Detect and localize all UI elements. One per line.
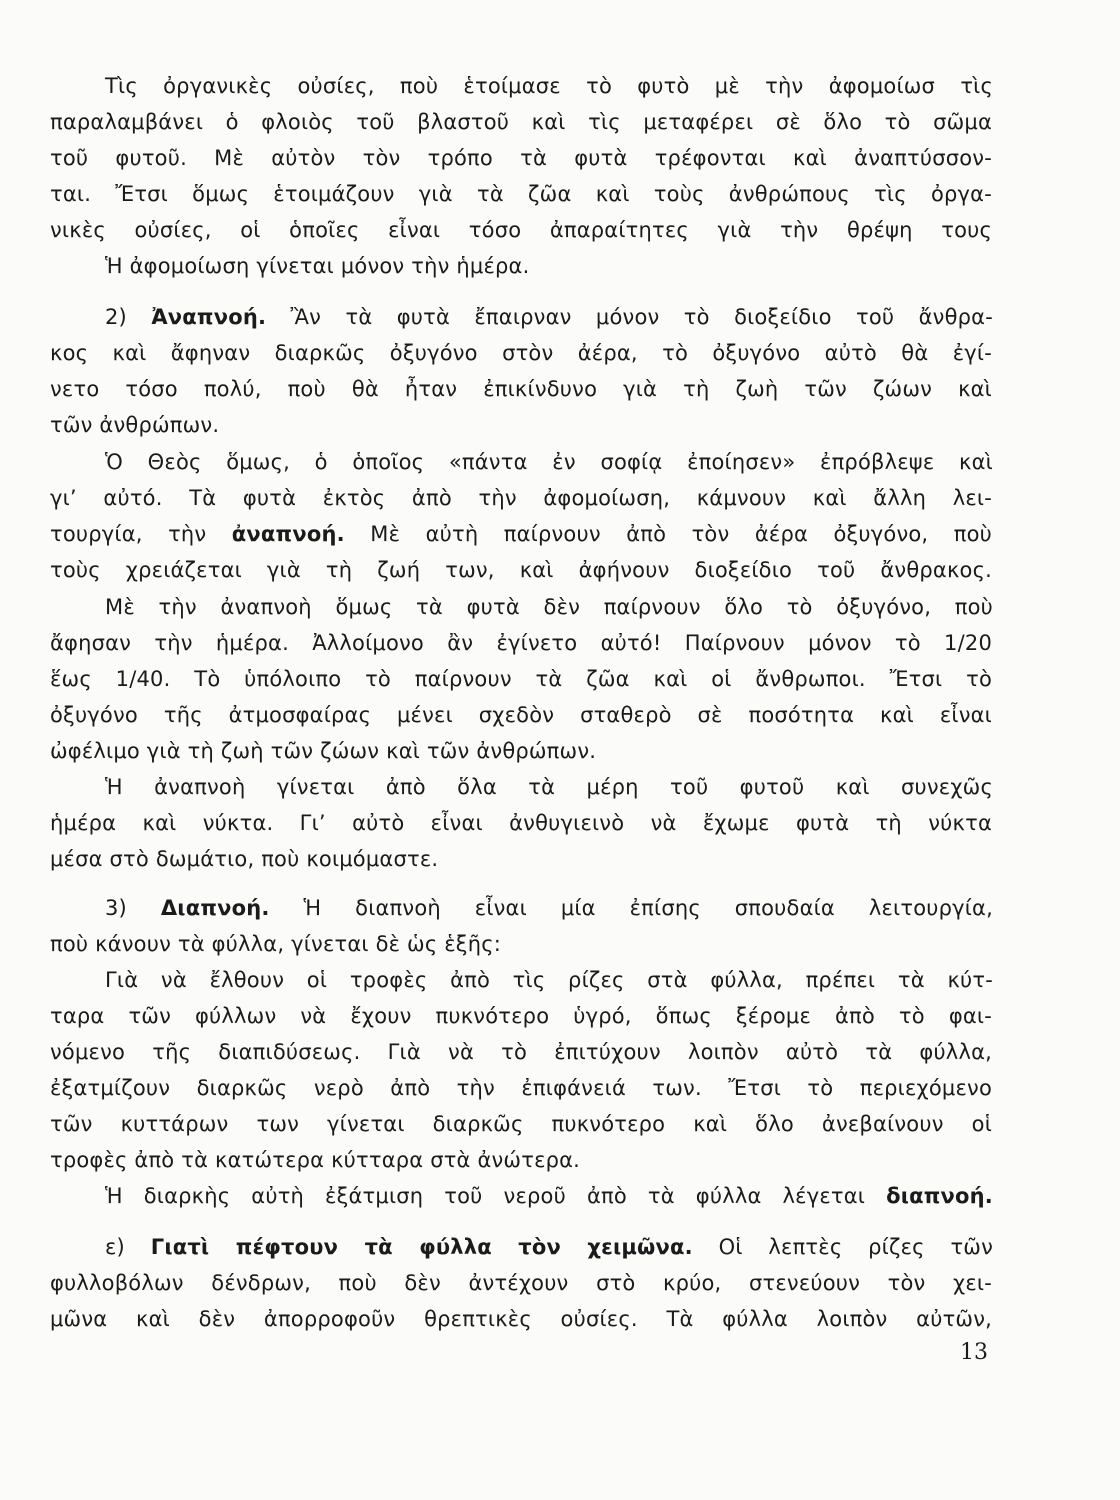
section-heading-line xyxy=(105,893,993,923)
line-suffix: Ἡ διαπνοὴ εἶναι μία ἐπίσης σπουδαία λειτουργία, xyxy=(269,896,993,920)
line-prefix: τουργία, τὴν xyxy=(50,522,232,546)
text-line: Ὁ Θεὸς ὅμως, ὁ ὁποῖος «πάντα ἐν σοφίᾳ ἐποίησεν» ἐπρόβλεψε καὶ xyxy=(105,450,993,474)
text-line: νικὲς οὐσίες, οἱ ὁποῖες εἶναι τόσο ἀπαραίτητες γιὰ τὴν θρέψη τους xyxy=(50,218,992,242)
text-line: νόμενο τῆς διαπιδύσεως. Γιὰ νὰ τὸ ἐπιτύχουν λοιπὸν αὐτὸ τὰ φύλλα, xyxy=(50,1040,992,1064)
section-title: Ἀναπνοή. xyxy=(151,305,267,329)
text-line: παραλαμβάνει ὁ φλοιὸς τοῦ βλαστοῦ καὶ τὶς μεταφέρει σὲ ὅλο τὸ σῶμα xyxy=(50,110,992,134)
text-line: ἕως 1/40. Τὸ ὑπόλοιπο τὸ παίρνουν τὰ ζῶα καὶ οἱ ἄνθρωποι. Ἔτσι τὸ xyxy=(50,667,992,691)
text-line xyxy=(105,1181,993,1211)
section-title: Διαπνοή. xyxy=(160,896,270,920)
line-prefix: ε) xyxy=(105,1235,151,1259)
text-line xyxy=(50,519,992,549)
line-prefix: 2) xyxy=(105,305,152,329)
text-line: Γιὰ νὰ ἔλθουν οἱ τροφὲς ἀπὸ τὶς ρίζες στὰ φύλλα, πρέπει τὰ κύτ- xyxy=(105,968,993,992)
section-heading-line xyxy=(105,302,993,332)
text-line: Ἡ ἀφομοίωση γίνεται μόνον τὴν ἡμέρα. xyxy=(105,254,530,278)
text-line: τῶν ἀνθρώπων. xyxy=(50,413,220,437)
section-heading-line xyxy=(105,1232,993,1262)
line-prefix: 3) xyxy=(105,896,161,920)
text-line: ἡμέρα καὶ νύκτα. Γι’ αὐτὸ εἶναι ἀνθυγιεινὸ νὰ ἔχωμε φυτὰ τὴ νύκτα xyxy=(50,811,992,835)
text-line: ται. Ἔτσι ὅμως ἑτοιμάζουν γιὰ τὰ ζῶα καὶ τοὺς ἀνθρώπους τὶς ὀργα- xyxy=(50,182,992,206)
emphasis-term: ἀναπνοή. xyxy=(231,522,345,546)
text-line: μῶνα καὶ δὲν ἀπορροφοῦν θρεπτικὲς οὐσίες. Τὰ φύλλα λοιπὸν αὐτῶν, xyxy=(50,1307,992,1331)
text-line: ὀξυγόνο τῆς ἀτμοσφαίρας μένει σχεδὸν σταθερὸ σὲ ποσότητα καὶ εἶναι xyxy=(50,703,992,727)
text-line: Μὲ τὴν ἀναπνοὴ ὅμως τὰ φυτὰ δὲν παίρνουν ὅλο τὸ ὀξυγόνο, ποὺ xyxy=(105,595,993,619)
line-suffix: Μὲ αὐτὴ παίρνουν ἀπὸ τὸν ἀέρα ὀξυγόνο, ποὺ xyxy=(344,522,992,546)
text-line: τοῦ φυτοῦ. Μὲ αὐτὸν τὸν τρόπο τὰ φυτὰ τρέφονται καὶ ἀναπτύσσον- xyxy=(50,146,992,170)
text-line: τοὺς χρειάζεται γιὰ τὴ ζωή των, καὶ ἀφήνουν διοξείδιο τοῦ ἄνθρακος. xyxy=(50,558,992,582)
text-line: μέσα στὸ δωμάτιο, ποὺ κοιμόμαστε. xyxy=(50,847,439,871)
emphasis-term: διαπνοή. xyxy=(886,1184,993,1208)
text-line: ταρα τῶν φύλλων νὰ ἔχουν πυκνότερο ὑγρό, ὅπως ξέρομε ἀπὸ τὸ φαι- xyxy=(50,1004,992,1028)
section-title: Γιατὶ πέφτουν τὰ φύλλα τὸν χειμῶνα. xyxy=(150,1235,693,1259)
text-line: ἐξατμίζουν διαρκῶς νερὸ ἀπὸ τὴν ἐπιφάνειά των. Ἔτσι τὸ περιεχόμενο xyxy=(50,1076,992,1100)
text-line: κος καὶ ἄφηναν διαρκῶς ὀξυγόνο στὸν ἀέρα, τὸ ὀξυγόνο αὐτὸ θὰ ἐγί- xyxy=(50,341,992,365)
text-line: Τὶς ὀργανικὲς οὐσίες, ποὺ ἑτοίμασε τὸ φυτὸ μὲ τὴν ἀφομοίωσ τὶς xyxy=(105,74,993,98)
text-line: τροφὲς ἀπὸ τὰ κατώτερα κύτταρα στὰ ἀνώτερα. xyxy=(50,1148,581,1172)
text-line: ὠφέλιμο γιὰ τὴ ζωὴ τῶν ζώων καὶ τῶν ἀνθρώπων. xyxy=(50,739,597,763)
text-line: γι’ αὐτό. Τὰ φυτὰ ἐκτὸς ἀπὸ τὴν ἀφομοίωση, κάμνουν καὶ ἄλλη λει- xyxy=(50,486,992,510)
line-prefix: Ἡ διαρκὴς αὐτὴ ἐξάτμιση τοῦ νεροῦ ἀπὸ τὰ φύλλα λέγεται xyxy=(105,1184,887,1208)
line-suffix: Ἂν τὰ φυτὰ ἔπαιρναν μόνον τὸ διοξείδιο τοῦ ἄνθρα- xyxy=(266,305,993,329)
text-line: ποὺ κάνουν τὰ φύλλα, γίνεται δὲ ὡς ἑξῆς: xyxy=(50,932,501,956)
text-line: Ἡ ἀναπνοὴ γίνεται ἀπὸ ὅλα τὰ μέρη τοῦ φυτοῦ καὶ συνεχῶς xyxy=(105,775,993,799)
line-suffix: Οἱ λεπτὲς ρίζες τῶν xyxy=(692,1235,993,1259)
text-line: φυλλοβόλων δένδρων, ποὺ δὲν ἀντέχουν στὸ κρύο, στενεύουν τὸν χει- xyxy=(50,1271,992,1295)
text-line: τῶν κυττάρων των γίνεται διαρκῶς πυκνότερο καὶ ὅλο ἀνεβαίνουν οἱ xyxy=(50,1112,992,1136)
page-number: 13 xyxy=(960,1340,988,1365)
text-line: ἄφησαν τὴν ἡμέρα. Ἀλλοίμονο ἂν ἐγίνετο αὐτό! Παίρνουν μόνον τὸ 1/20 xyxy=(50,631,992,655)
text-line: νετο τόσο πολύ, ποὺ θὰ ἦταν ἐπικίνδυνο γιὰ τὴ ζωὴ τῶν ζώων καὶ xyxy=(50,377,992,401)
